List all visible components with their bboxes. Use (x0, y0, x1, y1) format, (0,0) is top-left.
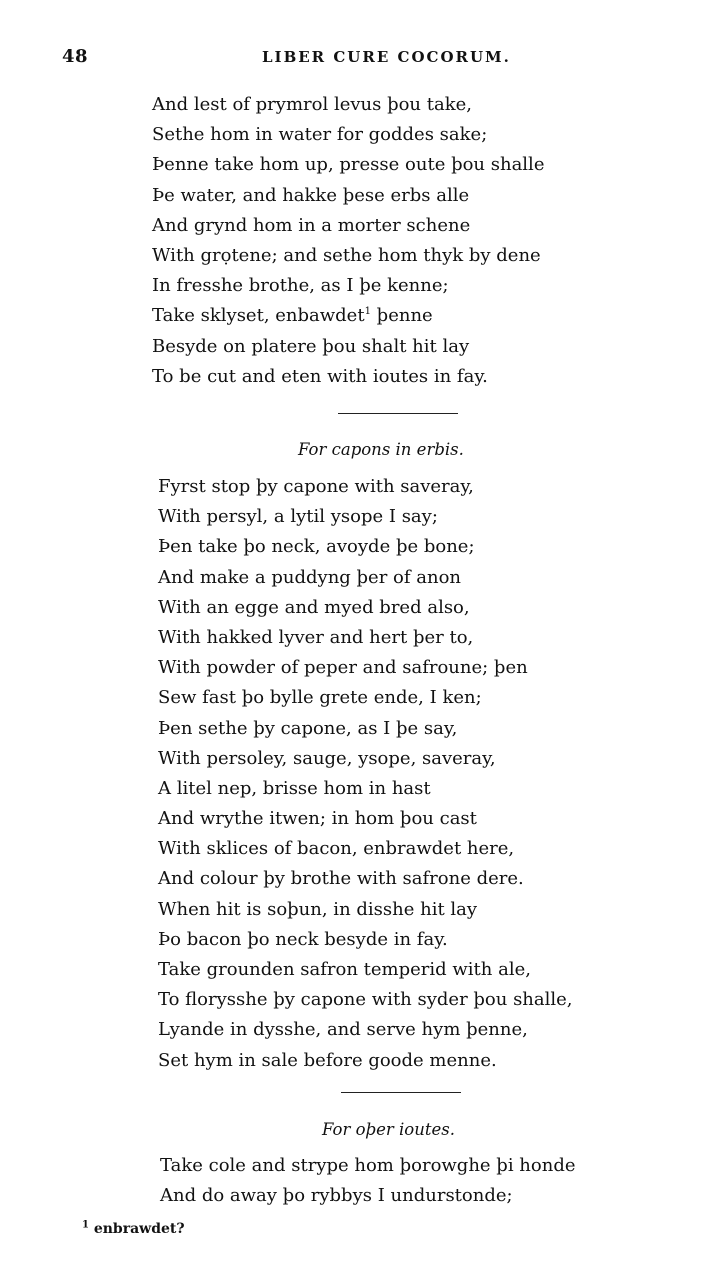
verse-line: With grọtene; and sethe hom thyk by dene (152, 244, 541, 266)
verse-line: When hit is soþun, in disshe hit lay (158, 898, 478, 920)
stanza-prymrol (152, 90, 544, 392)
stanza-capons (158, 472, 573, 1076)
verse-line: With hakked lyver and hert þer to, (158, 626, 474, 648)
verse-line: Þenne take hom up, presse oute þou shalle (152, 154, 545, 176)
verse-line: Þe water, and hakke þese erbs alle (152, 184, 470, 206)
verse-line: Þen take þo neck, avoyde þe bone; (158, 536, 475, 558)
stanza-other-ioutes (160, 1151, 576, 1211)
verse-line-text: Take sklyset, enbawdet (152, 305, 365, 327)
verse-line: And grynd hom in a morter schene (152, 214, 471, 236)
verse-line: Þo bacon þo neck besyde in fay. (158, 928, 448, 950)
verse-line: Besyde on platere þou shalt hit lay (152, 335, 470, 357)
verse-line: Lyande in dysshe, and serve hym þenne, (158, 1019, 528, 1041)
running-title: LIBER CURE COCORUM. (262, 48, 511, 66)
page-number: 48 (62, 46, 89, 67)
verse-line-tail: þenne (370, 305, 433, 327)
verse-line: And colour þy brothe with safrone dere. (158, 868, 524, 890)
verse-line: With persyl, a lytil ysope I say; (158, 506, 438, 528)
verse-line: Þen sethe þy capone, as I þe say, (158, 717, 458, 739)
verse-line: With powder of peper and safroune; þen (158, 657, 528, 679)
verse-line: And make a puddyng þer of anon (158, 566, 462, 588)
verse-line: And wrythe itwen; in hom þou cast (158, 808, 477, 830)
verse-line: Sew fast þo bylle grete ende, I ken; (158, 687, 482, 709)
footnote-reference: 1 (364, 306, 371, 318)
verse-line: With persoley, sauge, ysope, saveray, (158, 747, 496, 769)
verse-line: And do away þo rybbys I undurstonde; (160, 1185, 513, 1207)
section-divider (341, 1092, 461, 1093)
verse-line: Take cole and strype hom þorowghe þi honde (160, 1155, 576, 1176)
verse-line: In fresshe brothe, as I þe kenne; (152, 275, 449, 297)
section-title-capons: For capons in erbis. (298, 440, 464, 459)
verse-line-with-footnote (152, 301, 544, 331)
section-divider (338, 413, 458, 414)
verse-line: To be cut and eten with ioutes in fay. (152, 365, 488, 387)
footnote (82, 1221, 185, 1237)
verse-line: With sklices of bacon, enbrawdet here, (158, 838, 515, 860)
verse-line: Set hym in sale before goode menne. (158, 1049, 497, 1071)
verse-line: And lest of prymrol levus þou take, (152, 94, 472, 115)
verse-line: To florysshe þy capone with syder þou shalle, (158, 989, 573, 1011)
page-header (0, 46, 703, 72)
verse-line: Fyrst stop þy capone with saveray, (158, 476, 474, 497)
footnote-marker: 1 (82, 1219, 89, 1231)
verse-line: Sethe hom in water for goddes sake; (152, 124, 488, 146)
verse-line: With an egge and myed bred also, (158, 596, 470, 618)
verse-line: Take grounden safron temperid with ale, (158, 959, 531, 980)
section-title-other-ioutes: For oþer ioutes. (322, 1120, 455, 1139)
verse-line: A litel nep, brisse hom in hast (158, 777, 431, 799)
footnote-text: enbrawdet? (93, 1221, 185, 1237)
